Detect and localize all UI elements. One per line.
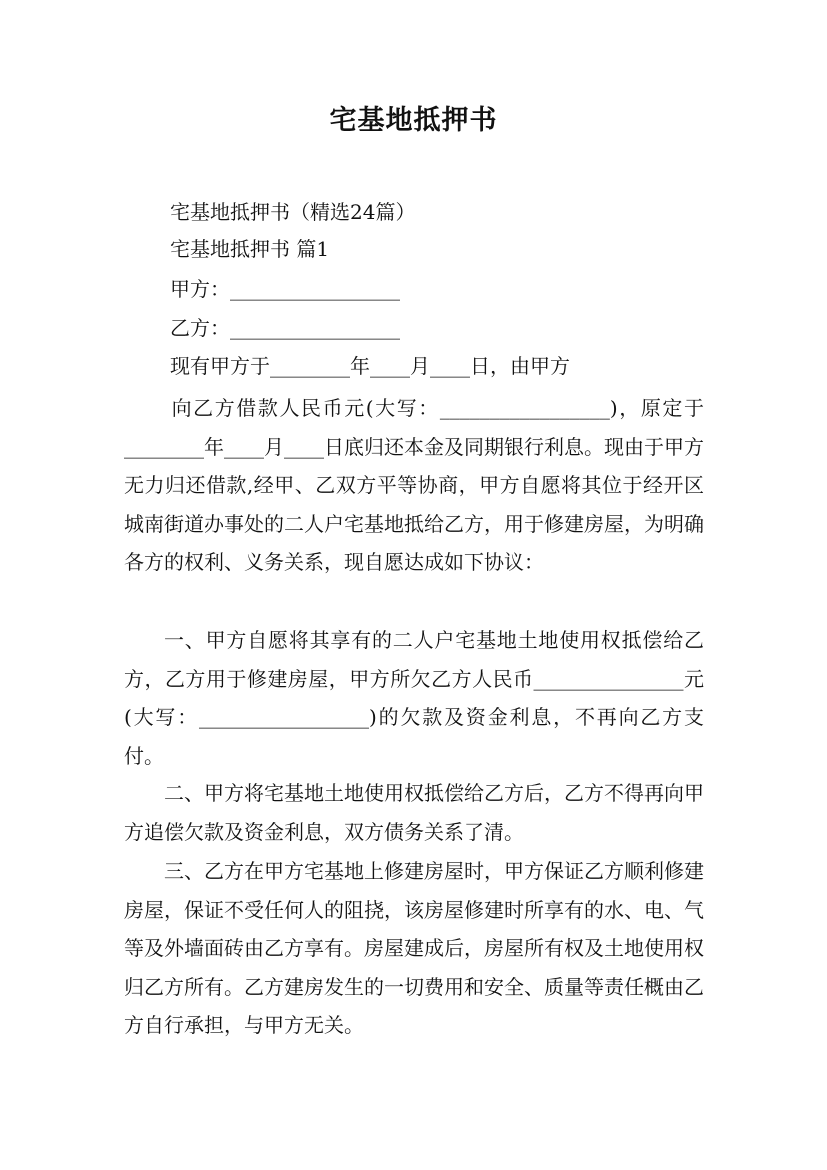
clause-2: 二、甲方将宅基地土地使用权抵偿给乙方后，乙方不得再向甲方追偿欠款及资金利息，双方债务关系了清。 — [124, 781, 704, 844]
clause-3: 三、乙方在甲方宅基地上修建房屋时，甲方保证乙方顺利修建房屋，保证不受任何人的阻挠，该房屋修建时所享有的水、电、气等及外墙面砖由乙方享有。房屋建成后，房屋所有权及土地使用权归乙方所有。乙方建房发生的一切费用和安全、质量等责任概由乙方自行承担，与甲方无关。 — [124, 859, 704, 1037]
party-b-line: 乙方：_________________ — [170, 316, 400, 340]
party-a-line: 甲方：_________________ — [170, 277, 400, 301]
date-line: 现有甲方于________年____月____日，由甲方 — [170, 354, 570, 378]
clause-1: 一、甲方自愿将其享有的二人户宅基地土地使用权抵偿给乙方，乙方用于修建房屋，甲方所欠乙方人民币_______________元(大写：_________________)的欠款及资金利息，不再向乙方支付。 — [124, 628, 704, 768]
document-title: 宅基地抵押书 — [329, 105, 498, 136]
paragraph-loan-background-text: 向乙方借款人民币元(大写：_________________)，原定于________年____月____日底归还本金及同期银行利息。现由于甲方无力归还借款,经甲、乙双方平等协商，甲方自愿将其位于经开区城南街道办事处的二人户宅基地抵给乙方，用于修建房屋，为明确各方的权利、义务关系，现自愿达成如下协议： — [124, 396, 704, 574]
section-heading: 宅基地抵押书 篇1 — [170, 237, 330, 261]
paragraph-loan-background — [124, 389, 704, 582]
document-subtitle: 宅基地抵押书（精选24篇） — [170, 200, 416, 224]
